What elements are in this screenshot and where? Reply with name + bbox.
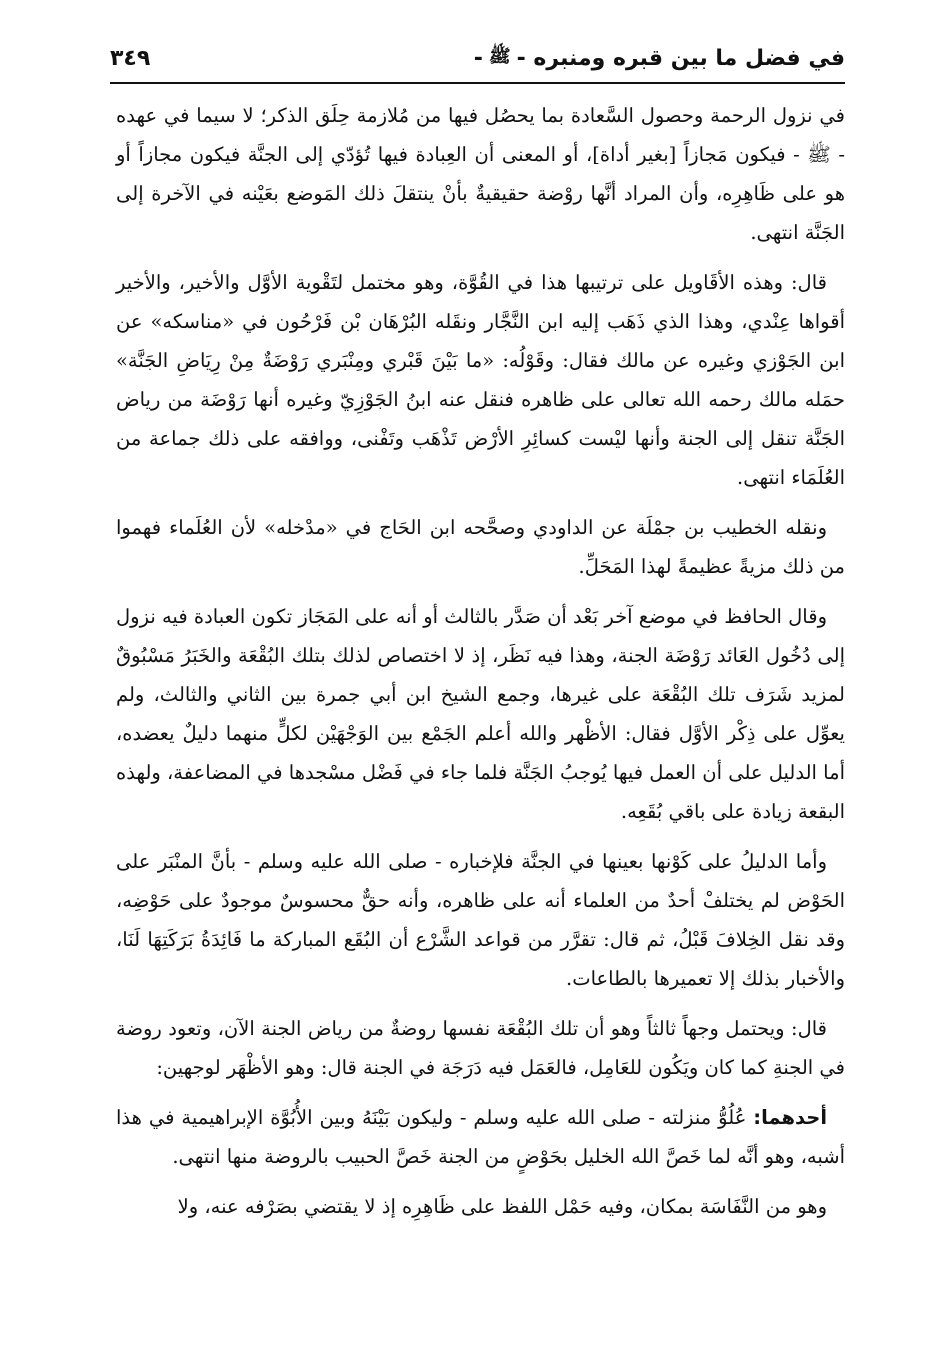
paragraph-5: وأما الدليلُ على كَوْنها بعينها في الجنَّة فلإخباره - صلى الله عليه وسلم - بأنَّ المنْبَر على الحَوْض لم يختلفْ أحدٌ من العلماء أنه على ظاهره، وأنه حقٌّ محسوسٌ موجودٌ على حَوْضِه، وقد نقل الخِلافَ قَبْلُ، ثم قال: تقرَّر من قواعد الشَّرْع أن البُقَع المباركة ما فَائِدَةُ بَرَكَتِهَا لَنَا، والأخبار بذلك إلا تعميرها بالطاعات. bbox=[116, 850, 845, 990]
honorific-glyph: ﷺ bbox=[488, 46, 511, 67]
page-number: ٣٤٩ bbox=[110, 45, 151, 71]
paragraph-2: قال: وهذه الأقَاويل على ترتيبها هذا في القُوَّة، وهو مختمل لتَقْوية الأوَّل والأخير، والأخير أقواها عِنْدي، وهذا الذي ذَهَب إليه ابن النَّجَّار ونقَله البُرْهَان بْن فَرْحُون في «مناسكه» عن ابن الجَوْزي وغيره عن مالك فقال: وقَوْلُه: «ما بَيْنَ قَبْري ومِنْبَري رَوْضَةٌ مِنْ رِيَاضِ الجَنَّة» حمَله مالك رحمه الله تعالى على ظاهره فنقل عنه ابنُ الجَوْزِيّ وغيره أنها رَوْضَة من رياض الجَنَّة تنقل إلى الجنة وأنها ليْست كسائِرِ الأرْض تَذْهَب وتَفْنى، ووافقه على ذلك جماعة من العُلَمَاء انتهى. bbox=[116, 271, 845, 489]
paragraph-4: وقال الحافظ في موضع آخر بَعْد أن صَدَّر بالثالث أو أنه على المَجَاز تكون العبادة فيه نزول إلى دُخُول العَائد رَوْضَة الجنة، وهذا فيه نَظَر، إذ لا اختصاص لذلك بتلك البُقْعَة والخَبَرُ مَسْبُوقٌ لمزيد شَرَف تلك البُقْعَة على غيرها، وجمع الشيخ ابن أبي جمرة بين الثاني والثالث، ولم يعوِّل على ذِكْر الأوَّل فقال: الأظْهر والله أعلم الجَمْع بين الوَجْهَيْن لكلٍّ منهما دليلٌ يعضده، أما الدليل على أن العمل فيها يُوجبُ الجَنَّة فلما جاء في فَضْل مسْجدها في المضاعفة، ولهذه البقعة زيادة على باقي بُقَعِه. bbox=[116, 605, 845, 823]
running-title-text: في فضل ما بين قبره ومنبره - bbox=[516, 45, 845, 71]
paragraph-8: وهو من النَّفَاسَة بمكان، وفيه حَمْل اللفظ على ظَاهِرِه إذ لا يقتضي بصَرْفه عنه، ولا bbox=[177, 1195, 827, 1218]
header-rule bbox=[110, 82, 845, 84]
paragraph-7 bbox=[116, 1098, 845, 1176]
running-header bbox=[110, 38, 845, 78]
paragraph-1: في نزول الرحمة وحصول السَّعادة بما يحصُل فيها من مُلازمة حِلَق الذكر؛ لا سيما في عهده - ﷺ - فيكون مَجازاً [بغير أداة]، أو المعنى أن العِبادة فيها تُؤدّي إلى الجنَّة فيكون مجازاً أو هو على ظَاهِرِه، وأن المراد أنَّها روْضة حقيقيةٌ بأنْ ينتقلَ ذلك المَوضع بعَيْنه في الآخرة إلى الجَنَّة انتهى. bbox=[116, 104, 845, 244]
running-title bbox=[474, 45, 845, 71]
paragraph-7-text: عُلُوُّ منزلته - صلى الله عليه وسلم - وليكون بَيْنَهُ وبين الأُبُوَّة الإبراهيمية في هذا أشبه، وهو أنَّه لما خَصَّ الله الخليل بحَوْضٍ من الجنة خَصَّ الحبيب بالروضة منها انتهى. bbox=[116, 1106, 845, 1168]
paragraph-7-lead: أحدهما: bbox=[753, 1106, 827, 1129]
body-text bbox=[116, 96, 845, 1237]
paragraph-3: ونقله الخطيب بن جمْلَة عن الداودي وصحَّحه ابن الحَاج في «مدْخله» لأن العُلَماء فهموا من ذلك مزيةً عظيمةً لهذا المَحَلِّ. bbox=[116, 516, 845, 578]
paragraph-6: قال: ويحتمل وجهاً ثالثاً وهو أن تلك البُقْعَة نفسها روضةٌ من رياض الجنة الآن، وتعود روضة في الجنةِ كما كان ويَكُون للعَامِل، فالعَمَل فيه دَرَجَة في الجنة قال: وهو الأظْهَر لوجهين: bbox=[116, 1017, 845, 1079]
running-title-end: - bbox=[473, 45, 483, 71]
